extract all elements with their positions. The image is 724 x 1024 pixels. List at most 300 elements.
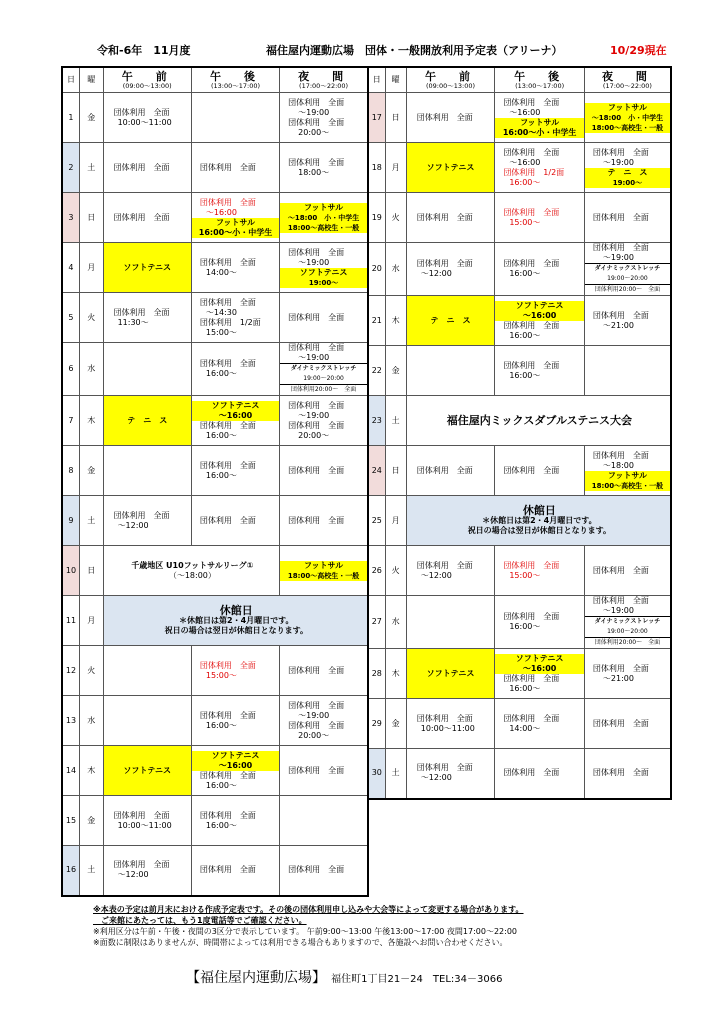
pm-event bbox=[192, 751, 279, 771]
pm-line: 団体利用 全面 bbox=[199, 359, 256, 368]
schedule-row bbox=[368, 346, 671, 396]
pm-line: 16:00～ bbox=[509, 370, 541, 380]
pm-event-line: ソフトテニス bbox=[192, 401, 279, 411]
day-number: 30 bbox=[368, 749, 385, 799]
weekday: 日 bbox=[385, 93, 406, 143]
pm-cell bbox=[495, 446, 585, 496]
am-cell bbox=[406, 546, 495, 596]
pm-line: 団体利用 全面 bbox=[503, 259, 560, 268]
closed-note: 祝日の場合は翌日が休館日となります。 bbox=[164, 625, 308, 635]
schedule-row bbox=[368, 649, 671, 699]
pm-cell bbox=[191, 646, 279, 696]
weekday: 木 bbox=[385, 649, 406, 699]
closed-day bbox=[103, 596, 368, 646]
pm-event bbox=[495, 301, 584, 321]
schedule-row bbox=[62, 596, 368, 646]
pm-line: 14:00～ bbox=[509, 723, 541, 733]
event-cell bbox=[406, 396, 671, 446]
night-cell bbox=[280, 293, 368, 343]
am-event: ソフトテニス bbox=[426, 668, 475, 678]
pm-cell bbox=[495, 243, 585, 296]
am-header-label: 午 前 bbox=[121, 69, 173, 83]
night-event bbox=[585, 168, 670, 188]
schedule-row bbox=[368, 749, 671, 799]
pm-line-red: 団体利用 全面 bbox=[199, 197, 256, 207]
pm-cell bbox=[495, 93, 585, 143]
night-line: 団体利用 全面 bbox=[592, 212, 649, 222]
day-number: 7 bbox=[62, 396, 79, 446]
pm-line: 団体利用 全面 bbox=[199, 420, 256, 430]
am-header-time: (09:00～13:00) bbox=[122, 81, 172, 90]
night-header-time: (17:00～22:00) bbox=[602, 81, 652, 90]
schedule-row bbox=[62, 243, 368, 293]
am-line: 団体利用 全面 bbox=[416, 212, 473, 222]
am-line: ～12:00 bbox=[420, 269, 452, 278]
night-header bbox=[280, 67, 368, 93]
pm-header bbox=[495, 67, 585, 93]
weekday: 金 bbox=[79, 446, 103, 496]
weekday: 木 bbox=[385, 296, 406, 346]
footer bbox=[186, 967, 502, 987]
night-event-line: テ ニ ス bbox=[585, 168, 670, 178]
am-line: 団体利用 全面 bbox=[113, 307, 170, 317]
night-line: 18:00～ bbox=[298, 167, 330, 177]
night-line: 団体利用 全面 bbox=[592, 243, 649, 252]
am-cell bbox=[406, 446, 495, 496]
day-number: 2 bbox=[62, 143, 79, 193]
pm-event-line: フットサル bbox=[495, 118, 584, 128]
pm-line: 団体利用 全面 bbox=[503, 465, 560, 475]
pm-line: 16:00～ bbox=[205, 369, 237, 378]
schedule-row bbox=[62, 93, 368, 143]
note-line: ※利用区分は午前・午後・夜間の3区分で表示しています。 午前9:00～13:00 午後13:00～17:00 夜間17:00～22:00 bbox=[93, 927, 518, 936]
night-cell bbox=[280, 746, 368, 796]
pm-line: 団体利用 全面 bbox=[199, 710, 256, 720]
night-line: 団体利用 全面 bbox=[288, 420, 345, 430]
pm-event-line: ～16:00 bbox=[495, 311, 584, 321]
note-line: ご来館にあたっては、もう1度電話等でご確認ください。 bbox=[93, 916, 307, 925]
closed-note: ＊休館日は第2・4月曜日です。 bbox=[179, 615, 294, 625]
day-number: 10 bbox=[62, 546, 79, 596]
pm-line: 16:00～ bbox=[205, 470, 237, 480]
pm-header-label: 午 後 bbox=[514, 69, 566, 83]
am-event: ソフトテニス bbox=[123, 765, 172, 775]
note-line: ※本表の予定は前月末における作成予定表です。その後の団体利用申し込みや大会等によって変更する場合があります。 bbox=[93, 905, 524, 914]
event-name: 千歳地区 U10フットサルリーグ① bbox=[131, 560, 254, 570]
night-cell bbox=[584, 346, 671, 396]
night-line: 団体利用 全面 bbox=[288, 97, 345, 107]
night-line: 20:00～ bbox=[298, 127, 330, 137]
pm-line: 団体利用 全面 bbox=[199, 865, 256, 875]
pm-cell bbox=[191, 343, 279, 396]
pm-line: 団体利用 全面 bbox=[199, 515, 256, 525]
am-line: 団体利用 全面 bbox=[113, 107, 170, 117]
weekday: 木 bbox=[79, 396, 103, 446]
weekday: 金 bbox=[385, 346, 406, 396]
pm-cell bbox=[495, 596, 585, 649]
schedule-row bbox=[62, 446, 368, 496]
night-event bbox=[280, 268, 367, 288]
day-number: 28 bbox=[368, 649, 385, 699]
day-number: 19 bbox=[368, 193, 385, 243]
pm-line: 団体利用 全面 bbox=[199, 770, 256, 780]
am-cell bbox=[406, 243, 495, 296]
night-line: ～21:00 bbox=[602, 673, 634, 683]
night-event-line: 18:00～高校生・一般 bbox=[585, 481, 670, 491]
schedule-row bbox=[62, 696, 368, 746]
closed-note: 祝日の場合は翌日が休館日となります。 bbox=[467, 525, 612, 535]
day-number: 20 bbox=[368, 243, 385, 296]
schedule-row bbox=[368, 396, 671, 446]
night-line: 団体利用20:00～ 全面 bbox=[585, 637, 670, 648]
night-event-line: ～18:00 小・中学生 bbox=[585, 113, 670, 123]
pm-cell bbox=[495, 296, 585, 346]
am-cell bbox=[406, 649, 495, 699]
weekday-header-label: 曜 bbox=[87, 75, 96, 85]
facility-address: 福住町1丁目21－24 TEL:34－3066 bbox=[331, 974, 503, 985]
weekday: 日 bbox=[79, 193, 103, 243]
night-line: 団体利用 全面 bbox=[592, 565, 649, 575]
weekday: 水 bbox=[79, 343, 103, 396]
day-number: 24 bbox=[368, 446, 385, 496]
weekday: 水 bbox=[385, 243, 406, 296]
pm-event-line: 16:00～小・中学生 bbox=[192, 228, 279, 238]
night-cell bbox=[584, 699, 671, 749]
am-cell bbox=[103, 446, 191, 496]
weekday: 月 bbox=[385, 143, 406, 193]
night-line: 団体利用 全面 bbox=[288, 117, 345, 127]
night-line: ～19:00 bbox=[298, 710, 330, 720]
pm-line: ～14:30 bbox=[205, 307, 237, 317]
pm-line: 団体利用 全面 bbox=[503, 612, 560, 621]
am-line: ～12:00 bbox=[117, 520, 149, 530]
am-cell bbox=[103, 396, 191, 446]
day-number: 11 bbox=[62, 596, 79, 646]
weekday: 土 bbox=[79, 496, 103, 546]
night-cell bbox=[280, 846, 368, 896]
night-line: 団体利用 全面 bbox=[288, 720, 345, 730]
pm-cell bbox=[191, 243, 279, 293]
night-line: 19:00～20:00 bbox=[607, 275, 648, 282]
pm-cell bbox=[191, 696, 279, 746]
day-number: 15 bbox=[62, 796, 79, 846]
pm-cell bbox=[191, 796, 279, 846]
closed-title: 休館日 bbox=[522, 503, 556, 517]
night-cell bbox=[584, 296, 671, 346]
night-header-label: 夜 間 bbox=[601, 69, 653, 83]
am-line: ～12:00 bbox=[420, 773, 452, 783]
pm-line-red: 15:00～ bbox=[509, 570, 541, 580]
weekday: 月 bbox=[79, 243, 103, 293]
night-line: 団体利用 全面 bbox=[592, 718, 649, 728]
am-event: ソフトテニス bbox=[123, 262, 172, 272]
schedule-row bbox=[62, 846, 368, 896]
pm-line: 団体利用 全面 bbox=[503, 97, 560, 107]
event-cell bbox=[103, 546, 280, 596]
night-event-line: 18:00～高校生・一般 bbox=[280, 571, 367, 581]
night-line: 団体利用 全面 bbox=[288, 515, 345, 525]
night-event bbox=[280, 203, 367, 233]
night-cell bbox=[584, 143, 671, 193]
weekday: 土 bbox=[385, 749, 406, 799]
day-number: 1 bbox=[62, 93, 79, 143]
night-event-line: 18:00～高校生・一般 bbox=[280, 223, 367, 233]
day-number: 23 bbox=[368, 396, 385, 446]
schedule-row bbox=[368, 296, 671, 346]
pm-line: 団体利用 全面 bbox=[503, 360, 560, 370]
pm-line-red: ～16:00 bbox=[205, 207, 237, 217]
pm-event bbox=[192, 401, 279, 421]
pm-line: 15:00～ bbox=[205, 327, 237, 337]
am-line: 団体利用 全面 bbox=[416, 465, 473, 475]
am-line: 団体利用 全面 bbox=[416, 763, 473, 773]
schedule-table-right bbox=[367, 66, 672, 800]
weekday: 金 bbox=[79, 93, 103, 143]
night-line: 団体利用 全面 bbox=[288, 665, 345, 675]
day-number: 5 bbox=[62, 293, 79, 343]
night-line: ～19:00 bbox=[602, 157, 634, 167]
pm-line: ～16:00 bbox=[509, 157, 541, 167]
am-line: 団体利用 全面 bbox=[416, 112, 473, 122]
day-number: 9 bbox=[62, 496, 79, 546]
pm-cell bbox=[191, 496, 279, 546]
am-cell bbox=[103, 646, 191, 696]
night-cell bbox=[584, 649, 671, 699]
night-line: 団体利用 全面 bbox=[288, 700, 345, 710]
night-cell bbox=[584, 193, 671, 243]
pm-event-line: ソフトテニス bbox=[495, 301, 584, 311]
night-line: 団体利用 全面 bbox=[288, 312, 345, 322]
night-cell bbox=[280, 93, 368, 143]
day-number: 4 bbox=[62, 243, 79, 293]
night-event-line: ソフトテニス bbox=[280, 268, 367, 278]
schedule-table-left bbox=[61, 66, 369, 897]
pm-event-line: 16:00～小・中学生 bbox=[495, 128, 584, 138]
am-line: 10:00～11:00 bbox=[117, 117, 172, 127]
am-line: 団体利用 全面 bbox=[416, 713, 473, 723]
day-number: 14 bbox=[62, 746, 79, 796]
day-number: 22 bbox=[368, 346, 385, 396]
pm-line: 団体利用 全面 bbox=[199, 810, 256, 820]
night-line: 団体利用 全面 bbox=[288, 343, 345, 352]
am-cell bbox=[103, 746, 191, 796]
as-of-date: 10/29現在 bbox=[610, 44, 667, 57]
header-row bbox=[62, 67, 368, 93]
am-cell bbox=[406, 346, 495, 396]
am-line: 団体利用 全面 bbox=[113, 810, 170, 820]
day-number: 17 bbox=[368, 93, 385, 143]
pm-cell bbox=[495, 649, 585, 699]
night-stretch: ダイナミックストレッチ bbox=[585, 263, 670, 274]
night-line: ～19:00 bbox=[602, 606, 634, 615]
pm-header-label: 午 後 bbox=[210, 69, 261, 83]
day-number: 8 bbox=[62, 446, 79, 496]
day-number: 6 bbox=[62, 343, 79, 396]
night-stretch: ダイナミックストレッチ bbox=[280, 363, 367, 374]
pm-event-line: ソフトテニス bbox=[192, 751, 279, 761]
am-line: 団体利用 全面 bbox=[416, 560, 473, 570]
weekday: 金 bbox=[79, 796, 103, 846]
am-line: 11:30～ bbox=[117, 317, 149, 327]
weekday: 金 bbox=[385, 699, 406, 749]
night-cell bbox=[584, 596, 671, 649]
pm-line: ～16:00 bbox=[509, 107, 541, 117]
am-cell bbox=[103, 93, 191, 143]
pm-line: 16:00～ bbox=[509, 683, 541, 693]
night-event-line: フットサル bbox=[585, 471, 670, 481]
header-row bbox=[368, 67, 671, 93]
weekday-header bbox=[385, 67, 406, 93]
night-event bbox=[585, 471, 670, 491]
night-line: 団体利用 全面 bbox=[288, 865, 345, 875]
night-header bbox=[584, 67, 671, 93]
pm-cell bbox=[191, 846, 279, 896]
pm-cell bbox=[191, 746, 279, 796]
day-number: 13 bbox=[62, 696, 79, 746]
pm-cell bbox=[191, 193, 279, 243]
am-cell bbox=[103, 696, 191, 746]
event-name: 福住屋内ミックスダブルステニス大会 bbox=[446, 413, 632, 427]
night-event-line: 18:00～高校生・一般 bbox=[585, 123, 670, 133]
am-cell bbox=[103, 243, 191, 293]
night-cell bbox=[280, 243, 368, 293]
day-number: 12 bbox=[62, 646, 79, 696]
night-line: 団体利用 全面 bbox=[592, 663, 649, 673]
am-header bbox=[103, 67, 191, 93]
schedule-row bbox=[368, 93, 671, 143]
schedule-row bbox=[62, 293, 368, 343]
schedule-row bbox=[62, 796, 368, 846]
am-event: テ ニ ス bbox=[127, 415, 168, 425]
pm-cell bbox=[495, 143, 585, 193]
night-cell bbox=[280, 396, 368, 446]
night-event-line: 19:00～ bbox=[585, 178, 670, 188]
pm-cell bbox=[191, 93, 279, 143]
pm-line-red: 団体利用 全面 bbox=[503, 207, 560, 217]
night-event-line: フットサル bbox=[585, 103, 670, 113]
pm-line: 団体利用 全面 bbox=[199, 460, 256, 470]
pm-line: 16:00～ bbox=[205, 820, 237, 830]
pm-cell bbox=[495, 749, 585, 799]
pm-line-red: 団体利用 1/2面 bbox=[503, 167, 565, 177]
schedule-row bbox=[62, 646, 368, 696]
pm-cell bbox=[191, 396, 279, 446]
pm-line: 16:00～ bbox=[509, 622, 541, 631]
weekday-header bbox=[79, 67, 103, 93]
day-header-label: 日 bbox=[372, 75, 381, 85]
pm-line-red: 16:00～ bbox=[509, 177, 541, 187]
schedule-row bbox=[368, 596, 671, 649]
am-line: 団体利用 全面 bbox=[113, 162, 170, 172]
pm-event-line: ソフトテニス bbox=[495, 654, 584, 664]
schedule-row bbox=[368, 496, 671, 546]
pm-line: 団体利用 全面 bbox=[503, 673, 560, 683]
schedule-row bbox=[368, 143, 671, 193]
pm-header bbox=[191, 67, 279, 93]
schedule-row bbox=[62, 193, 368, 243]
night-line: 団体利用20:00～ 全面 bbox=[585, 284, 670, 295]
closed-title: 休館日 bbox=[219, 603, 253, 617]
night-line: 団体利用 全面 bbox=[288, 157, 345, 167]
pm-line: 団体利用 全面 bbox=[199, 297, 256, 307]
night-line: ～19:00 bbox=[602, 253, 634, 262]
pm-line: 団体利用 全面 bbox=[503, 320, 560, 330]
pm-line-red: 15:00～ bbox=[205, 670, 237, 680]
schedule-row bbox=[368, 446, 671, 496]
night-event-line: フットサル bbox=[280, 203, 367, 213]
am-line: 団体利用 全面 bbox=[113, 860, 170, 870]
pm-line-red: 団体利用 全面 bbox=[503, 560, 560, 570]
closed-note: ＊休館日は第2・4月曜日です。 bbox=[482, 515, 597, 525]
pm-line: 16:00～ bbox=[205, 430, 237, 440]
night-cell bbox=[280, 446, 368, 496]
am-event: ソフトテニス bbox=[426, 162, 475, 172]
day-number: 29 bbox=[368, 699, 385, 749]
pm-event-line: フットサル bbox=[192, 218, 279, 228]
pm-line-red: 15:00～ bbox=[509, 217, 541, 227]
am-cell bbox=[103, 343, 191, 396]
night-line: ～19:00 bbox=[298, 257, 330, 267]
night-cell bbox=[280, 796, 368, 846]
night-line: 団体利用 全面 bbox=[592, 450, 649, 460]
pm-event-line: ～16:00 bbox=[495, 664, 584, 674]
pm-event bbox=[495, 654, 584, 674]
night-cell bbox=[280, 193, 368, 243]
night-event bbox=[585, 103, 670, 133]
schedule-row bbox=[368, 546, 671, 596]
weekday: 月 bbox=[385, 496, 406, 546]
night-event-line: 19:00～ bbox=[280, 278, 367, 288]
schedule-row bbox=[62, 546, 368, 596]
schedule-row bbox=[368, 193, 671, 243]
weekday: 月 bbox=[79, 596, 103, 646]
weekday: 木 bbox=[79, 746, 103, 796]
night-cell bbox=[280, 696, 368, 746]
pm-event-line: ～16:00 bbox=[192, 761, 279, 771]
closed-day bbox=[406, 496, 671, 546]
night-line: ～19:00 bbox=[298, 107, 330, 117]
schedule-row bbox=[62, 396, 368, 446]
am-line: 団体利用 全面 bbox=[113, 212, 170, 222]
day-number: 18 bbox=[368, 143, 385, 193]
am-line: ～12:00 bbox=[420, 570, 452, 580]
am-line: 10:00～11:00 bbox=[117, 820, 172, 830]
pm-line: 16:00～ bbox=[509, 269, 541, 278]
weekday: 土 bbox=[79, 846, 103, 896]
pm-cell bbox=[495, 699, 585, 749]
night-cell bbox=[584, 546, 671, 596]
am-cell bbox=[406, 193, 495, 243]
day-header bbox=[62, 67, 79, 93]
pm-line: 団体利用 全面 bbox=[503, 768, 560, 778]
pm-line: 14:00～ bbox=[205, 267, 237, 277]
night-line: 団体利用 全面 bbox=[592, 147, 649, 157]
weekday: 火 bbox=[79, 646, 103, 696]
pm-line: 団体利用 全面 bbox=[503, 713, 560, 723]
night-header-label: 夜 間 bbox=[298, 69, 350, 83]
pm-cell bbox=[495, 546, 585, 596]
pm-header-time: (13:00～17:00) bbox=[210, 81, 261, 90]
pm-event bbox=[495, 118, 584, 138]
am-cell bbox=[406, 93, 495, 143]
night-header-time: (17:00～22:00) bbox=[299, 81, 349, 90]
am-event: テ ニ ス bbox=[430, 315, 471, 325]
night-line: ～19:00 bbox=[298, 410, 330, 420]
night-event bbox=[280, 561, 367, 581]
weekday-header-label: 曜 bbox=[391, 75, 400, 85]
pm-cell bbox=[495, 346, 585, 396]
night-line: 団体利用 全面 bbox=[288, 400, 345, 410]
